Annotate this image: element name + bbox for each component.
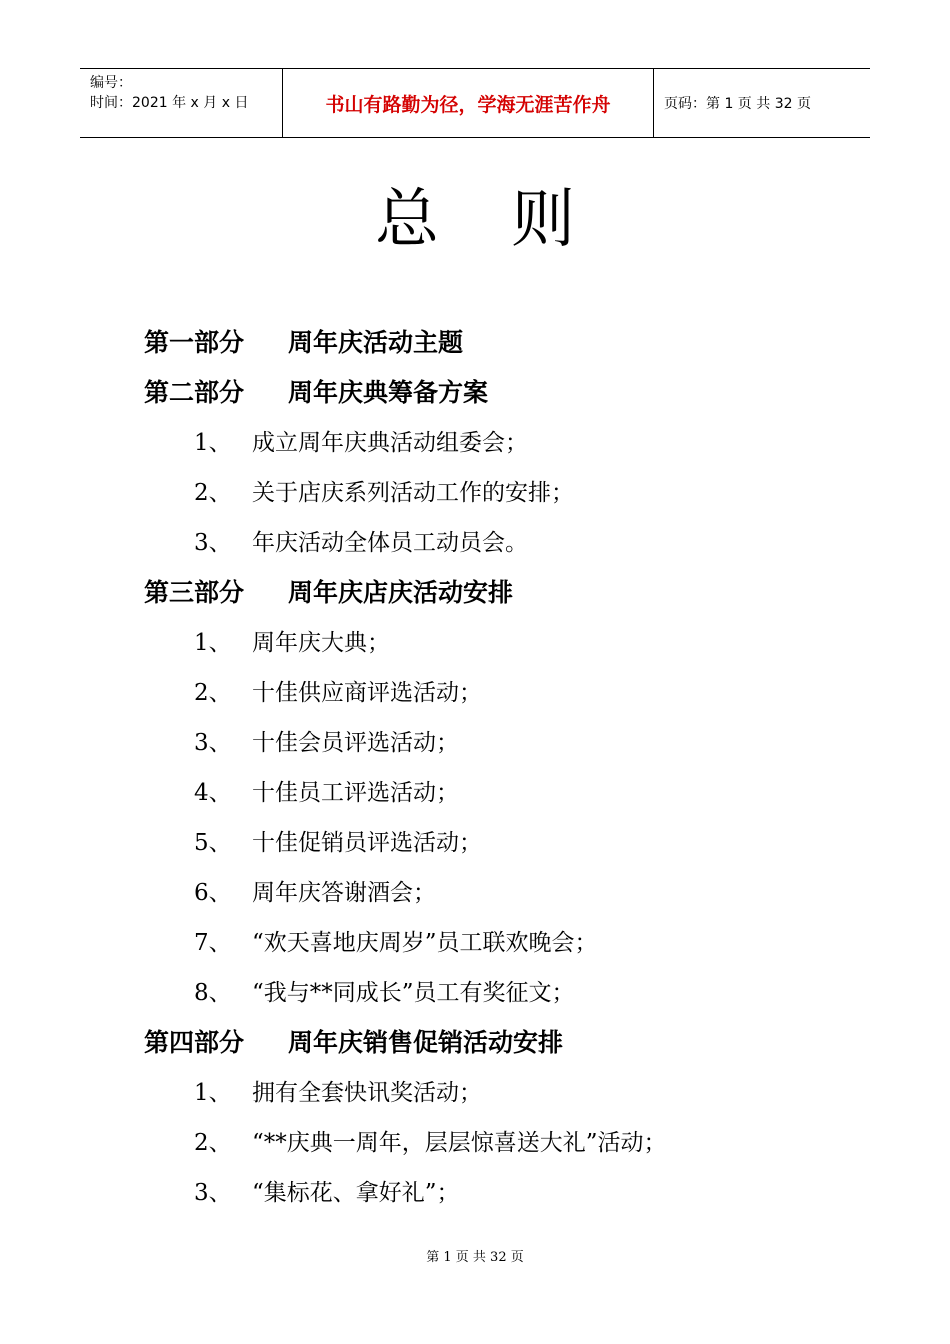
list-item	[144, 618, 844, 668]
part-title: 周年庆活动主题	[288, 328, 464, 357]
item-text: 周年庆大典；	[252, 630, 390, 656]
list-item	[144, 918, 844, 968]
number-label: 编号：	[90, 75, 132, 91]
list-item	[144, 968, 844, 1018]
item-text: “**庆典一周年，层层惊喜送大礼”活动；	[252, 1130, 667, 1156]
list-item	[144, 768, 844, 818]
list-item	[144, 718, 844, 768]
list-item	[144, 668, 844, 718]
item-number: 2、	[194, 1130, 232, 1156]
item-number: 3、	[194, 730, 232, 756]
item-number: 3、	[194, 1180, 232, 1206]
list-item	[144, 1068, 844, 1118]
list-item	[144, 868, 844, 918]
item-number: 1、	[194, 1080, 232, 1106]
item-number: 2、	[194, 480, 232, 506]
item-text: 十佳会员评选活动；	[252, 730, 459, 756]
item-text: “欢天喜地庆周岁”员工联欢晚会；	[252, 930, 598, 956]
item-text: 周年庆答谢酒会；	[252, 880, 436, 906]
item-number: 4、	[194, 780, 232, 806]
item-number: 1、	[194, 630, 232, 656]
item-number: 1、	[194, 430, 232, 456]
part-label: 第四部分	[144, 1028, 245, 1057]
list-item	[144, 1118, 844, 1168]
item-text: 拥有全套快讯奖活动；	[252, 1080, 482, 1106]
title-char-1: 总	[375, 183, 439, 257]
item-number: 6、	[194, 880, 232, 906]
page-footer: 第 1 页 共 32 页	[426, 1250, 524, 1265]
part-heading	[144, 1018, 844, 1068]
part-title: 周年庆典筹备方案	[288, 378, 489, 407]
page-header	[80, 68, 870, 138]
title-char-2: 则	[511, 183, 575, 257]
header-meta	[80, 69, 282, 137]
part-title: 周年庆店庆活动安排	[288, 578, 514, 607]
item-text: 关于店庆系列活动工作的安排；	[252, 480, 574, 506]
list-item	[144, 818, 844, 868]
table-of-contents	[144, 318, 844, 1218]
header-page-info: 页码：第 1 页 共 32 页	[664, 96, 811, 112]
list-item	[144, 468, 844, 518]
part-label: 第三部分	[144, 578, 245, 607]
header-motto: 书山有路勤为径，学海无涯苦作舟	[282, 69, 654, 137]
time-label: 时间：2021 年 x 月 x 日	[90, 95, 249, 111]
item-text: 十佳员工评选活动；	[252, 780, 459, 806]
item-number: 5、	[194, 830, 232, 856]
item-number: 2、	[194, 680, 232, 706]
item-text: “集标花、拿好礼”；	[252, 1180, 460, 1206]
item-text: 十佳促销员评选活动；	[252, 830, 482, 856]
item-text: “我与**同成长”员工有奖征文；	[252, 980, 575, 1006]
item-text: 年庆活动全体员工动员会。	[252, 530, 528, 556]
item-text: 十佳供应商评选活动；	[252, 680, 482, 706]
list-item	[144, 1168, 844, 1218]
part-label: 第一部分	[144, 328, 245, 357]
part-title: 周年庆销售促销活动安排	[288, 1028, 564, 1057]
list-item	[144, 518, 844, 568]
part-heading	[144, 368, 844, 418]
part-heading	[144, 568, 844, 618]
item-text: 成立周年庆典活动组委会；	[252, 430, 528, 456]
part-heading	[144, 318, 844, 368]
part-label: 第二部分	[144, 378, 245, 407]
list-item	[144, 418, 844, 468]
item-number: 3、	[194, 530, 232, 556]
item-number: 8、	[194, 980, 232, 1006]
page-title	[0, 178, 950, 262]
item-number: 7、	[194, 930, 232, 956]
